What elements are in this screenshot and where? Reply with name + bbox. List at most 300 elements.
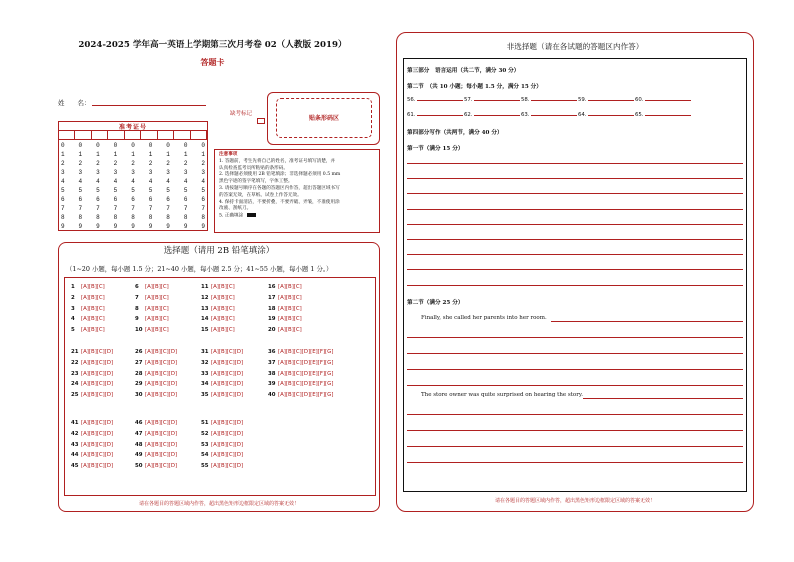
id-digit-bubble[interactable]: 6 <box>148 196 153 203</box>
id-digit-bubble[interactable]: 1 <box>183 151 188 158</box>
id-digit-bubble[interactable]: 2 <box>78 160 83 167</box>
mc-question-number: 46 <box>135 420 143 426</box>
sentence-1-line[interactable] <box>551 321 743 322</box>
fill-blank-item[interactable]: 64. <box>578 112 634 118</box>
mc-question-number: 23 <box>71 370 79 377</box>
id-digit-bubble[interactable]: 6 <box>201 196 205 203</box>
id-digit-bubble[interactable]: 8 <box>61 214 65 221</box>
mc-answer-bubbles[interactable]: [A][B][C] <box>145 294 169 301</box>
mc-answer-bubbles[interactable]: [A][B][C][D] <box>211 441 244 448</box>
mc-question-row <box>201 306 235 312</box>
mc-question-row <box>201 316 235 322</box>
writing-line[interactable] <box>407 209 743 210</box>
id-write-cell[interactable] <box>92 131 108 139</box>
mc-answer-bubbles[interactable]: [A][B][C][D] <box>211 452 244 459</box>
fill-blank-item[interactable]: 65. <box>635 112 691 118</box>
mc-question-number: 35 <box>201 392 209 399</box>
id-digit-bubble[interactable]: 5 <box>183 187 188 194</box>
id-digit-bubble[interactable]: 2 <box>183 160 188 167</box>
mc-question-number: 41 <box>71 420 79 426</box>
mc-answer-bubbles[interactable]: [A][B][C] <box>211 294 235 301</box>
id-digit-bubble[interactable]: 1 <box>78 151 83 158</box>
correct-fill-label: 5. 正确填涂 <box>219 213 244 219</box>
part3-heading: 第三部分 语言运用（共二节，满分 30 分） <box>407 68 520 74</box>
writing-line[interactable] <box>407 369 743 370</box>
sentence-2-line[interactable] <box>583 398 743 399</box>
fill-blank-line[interactable] <box>474 100 520 101</box>
fill-blank-line[interactable] <box>531 115 577 116</box>
id-digit-bubble[interactable]: 3 <box>148 169 153 176</box>
fill-blank-item[interactable]: 58. <box>521 97 577 103</box>
mc-question-row <box>135 327 169 333</box>
mc-question-number: 39 <box>268 381 276 388</box>
id-digit-bubble[interactable]: 4 <box>96 178 100 185</box>
mc-answer-bubbles[interactable]: [A][B][C][D] <box>145 359 178 366</box>
non-choice-title: 非选择题（请在各试题的答题区内作答） <box>506 42 644 51</box>
continuation-sentence-1: Finally, she called her parents into her room. <box>421 315 547 321</box>
mc-question-number: 15 <box>201 327 209 334</box>
mc-question-row <box>135 420 177 426</box>
mc-question-number: 37 <box>268 359 276 366</box>
mc-answer-bubbles[interactable]: [A][B][C] <box>145 327 169 334</box>
id-digit-bubble[interactable]: 5 <box>96 187 100 194</box>
mc-question-row <box>201 431 243 437</box>
mc-answer-bubbles[interactable]: [A][B][C][D] <box>81 349 114 355</box>
mc-question-row <box>201 371 243 377</box>
id-digit-bubble[interactable]: 3 <box>113 169 118 176</box>
mc-question-row <box>201 295 235 301</box>
id-digit-bubble[interactable]: 1 <box>131 151 135 158</box>
mc-answer-bubbles[interactable]: [A][B][C][D] <box>81 430 114 437</box>
mc-answer-bubbles[interactable]: [A][B][C][D] <box>211 463 244 470</box>
writing-line[interactable] <box>407 239 743 240</box>
id-digit-bubble[interactable]: 1 <box>201 151 205 158</box>
id-digit-bubble[interactable]: 8 <box>201 214 205 221</box>
correct-fill-example <box>219 213 375 220</box>
mc-answer-bubbles[interactable]: [A][B][C] <box>278 305 302 312</box>
mc-question-number: 38 <box>268 370 276 377</box>
id-digit-bubble[interactable]: 9 <box>166 223 170 230</box>
mc-answer-bubbles[interactable]: [A][B][C][D][E][F][G] <box>278 370 334 377</box>
mc-question-number: 13 <box>201 305 209 312</box>
id-digit-bubble[interactable]: 4 <box>183 178 188 185</box>
mc-question-row <box>135 452 177 458</box>
mc-answer-bubbles[interactable]: [A][B][C] <box>211 327 235 334</box>
mc-answer-bubbles[interactable]: [A][B][C][D] <box>145 441 178 448</box>
mc-question-number: 31 <box>201 349 209 355</box>
mc-question-number: 14 <box>201 316 209 323</box>
writing-line[interactable] <box>407 446 743 447</box>
id-digit-bubble[interactable]: 9 <box>148 223 153 230</box>
mc-question-row <box>71 463 113 469</box>
mc-question-number: 27 <box>135 359 143 366</box>
id-digit-bubble[interactable]: 3 <box>183 169 188 176</box>
fill-blank-item[interactable]: 56. <box>407 97 463 103</box>
mc-answer-bubbles[interactable]: [A][B][C] <box>145 316 169 323</box>
id-digit-column <box>166 141 170 231</box>
mc-question-number: 51 <box>201 420 209 426</box>
id-digit-bubble[interactable]: 8 <box>96 214 100 221</box>
mc-answer-bubbles[interactable]: [A][B][C][D][E][F][G] <box>278 349 334 355</box>
id-digit-bubble[interactable]: 5 <box>131 187 135 194</box>
fill-blank-item[interactable]: 59. <box>578 97 634 103</box>
mc-answer-bubbles[interactable]: [A][B][C][D] <box>211 381 244 388</box>
student-id-cells <box>59 130 207 140</box>
mc-answer-bubbles[interactable]: [A][B][C][D] <box>145 452 178 459</box>
mc-answer-bubbles[interactable]: [A][B][C][D] <box>81 359 114 366</box>
mc-answer-bubbles[interactable]: [A][B][C] <box>278 316 302 323</box>
id-digit-bubble[interactable]: 7 <box>61 205 65 212</box>
mc-answer-bubbles[interactable]: [A][B][C][D][E][F][G] <box>278 359 334 366</box>
id-digit-bubble[interactable]: 0 <box>61 142 65 149</box>
mc-question-number: 30 <box>135 392 143 399</box>
mc-answer-bubbles[interactable]: [A][B][C][D][E][F][G] <box>278 381 334 388</box>
id-digit-bubble[interactable]: 7 <box>113 205 118 212</box>
id-digit-bubble[interactable]: 0 <box>148 142 153 149</box>
notice-line: 黑色字迹的签字笔填写，字体工整。 <box>219 179 293 185</box>
mc-question-row <box>268 284 302 290</box>
mc-answer-bubbles[interactable]: [A][B][C][D][E][F][G] <box>278 392 334 399</box>
mc-question-row <box>201 420 243 426</box>
mc-answer-bubbles[interactable]: [A][B][C][D] <box>211 349 244 355</box>
mc-answer-bubbles[interactable]: [A][B][C][D] <box>145 420 178 426</box>
mc-answer-bubbles[interactable]: [A][B][C] <box>145 284 169 290</box>
writing-line[interactable] <box>407 269 743 270</box>
mc-answer-bubbles[interactable]: [A][B][C][D] <box>145 349 178 355</box>
mc-answer-bubbles[interactable]: [A][B][C] <box>81 294 105 301</box>
id-digit-bubble[interactable]: 8 <box>183 214 188 221</box>
mc-answer-bubbles[interactable]: [A][B][C] <box>145 305 169 312</box>
id-digit-bubble[interactable]: 2 <box>131 160 135 167</box>
fill-blank-line[interactable] <box>645 100 691 101</box>
id-digit-bubble[interactable]: 1 <box>148 151 153 158</box>
id-write-cell[interactable] <box>75 131 91 139</box>
id-digit-bubble[interactable]: 3 <box>166 169 170 176</box>
mc-answer-bubbles[interactable]: [A][B][C][D] <box>211 370 244 377</box>
mc-answer-bubbles[interactable]: [A][B][C][D] <box>145 430 178 437</box>
section2-heading: 第二节 （共 10 小题；每小题 1.5 分，满分 15 分） <box>407 84 542 90</box>
mc-question-row <box>71 360 113 366</box>
id-digit-column <box>131 141 135 231</box>
mc-question-number: 34 <box>201 381 209 388</box>
id-digit-bubble[interactable]: 5 <box>201 187 205 194</box>
id-digit-bubble[interactable]: 0 <box>183 142 188 149</box>
id-digit-column <box>149 141 153 231</box>
mc-question-number: 20 <box>268 327 276 334</box>
mc-question-number: 6 <box>135 284 139 290</box>
mc-question-row <box>71 452 113 458</box>
mc-question-number: 32 <box>201 359 209 366</box>
mc-question-row <box>135 442 177 448</box>
id-write-cell[interactable] <box>108 131 124 139</box>
mc-answer-bubbles[interactable]: [A][B][C][D] <box>81 463 114 470</box>
fill-blank-item[interactable]: 62. <box>464 112 520 118</box>
id-digit-bubble[interactable]: 5 <box>78 187 83 194</box>
writing-line[interactable] <box>407 178 743 179</box>
name-label: 姓 名： <box>58 99 91 107</box>
fill-blank-line[interactable] <box>588 100 634 101</box>
mc-question-row <box>135 381 177 387</box>
notice-line: 认真检查监考员所粘贴的条形码。 <box>219 165 288 171</box>
id-digit-bubble[interactable]: 5 <box>61 187 65 194</box>
mc-answer-bubbles[interactable]: [A][B][C] <box>81 284 105 290</box>
multiple-choice-title: 选择题（请用 2B 铅笔填涂） <box>163 246 275 256</box>
id-digit-bubble[interactable]: 7 <box>78 205 83 212</box>
id-digit-bubble[interactable]: 7 <box>166 205 170 212</box>
mc-question-number: 7 <box>135 294 139 301</box>
mc-answer-bubbles[interactable]: [A][B][C][D] <box>81 420 114 426</box>
mc-question-row <box>268 349 333 355</box>
mc-answer-bubbles[interactable]: [A][B][C] <box>211 316 235 323</box>
id-digit-bubble[interactable]: 7 <box>96 205 100 212</box>
filled-bubble-example <box>247 213 256 217</box>
writing-line[interactable] <box>407 254 743 255</box>
multiple-choice-scoring-note: （1~20 小题，每小题 1.5 分；21~40 小题，每小题 2.5 分；41~55 小题，每小题 1 分。） <box>66 265 333 273</box>
fill-blank-item[interactable]: 61. <box>407 112 463 118</box>
id-digit-bubble[interactable]: 6 <box>78 196 83 203</box>
id-digit-bubble[interactable]: 4 <box>61 178 65 185</box>
id-digit-bubble[interactable]: 0 <box>166 142 170 149</box>
mc-question-number: 18 <box>268 305 276 312</box>
writing-line[interactable] <box>407 430 743 431</box>
id-digit-bubble[interactable]: 4 <box>131 178 135 185</box>
id-digit-bubble[interactable]: 9 <box>78 223 83 230</box>
mc-question-number: 29 <box>135 381 143 388</box>
notice-line: 1. 答题前，考生先将自己的姓名，准考证号填写清楚，并 <box>219 158 336 164</box>
id-write-cell[interactable] <box>191 131 207 139</box>
writing-line[interactable] <box>407 337 743 338</box>
mc-answer-bubbles[interactable]: [A][B][C] <box>278 284 302 290</box>
mc-answer-bubbles[interactable]: [A][B][C][D] <box>211 359 244 366</box>
id-digit-bubble[interactable]: 5 <box>113 187 118 194</box>
id-digit-bubble[interactable]: 1 <box>166 151 170 158</box>
mc-question-row <box>201 381 243 387</box>
mc-question-row <box>201 349 243 355</box>
id-digit-bubble[interactable]: 8 <box>78 214 83 221</box>
id-digit-bubble[interactable]: 4 <box>166 178 170 185</box>
id-digit-bubble[interactable]: 4 <box>78 178 83 185</box>
mc-question-number: 55 <box>201 463 209 470</box>
mc-answer-bubbles[interactable]: [A][B][C] <box>81 316 105 323</box>
id-digit-bubble[interactable]: 9 <box>201 223 205 230</box>
id-digit-bubble[interactable]: 8 <box>113 214 118 221</box>
mc-answer-bubbles[interactable]: [A][B][C][D] <box>145 370 178 377</box>
id-digit-bubble[interactable]: 7 <box>148 205 153 212</box>
id-digit-bubble[interactable]: 1 <box>96 151 100 158</box>
id-digit-bubble[interactable]: 9 <box>183 223 188 230</box>
id-digit-bubble[interactable]: 3 <box>61 169 65 176</box>
mc-answer-bubbles[interactable]: [A][B][C] <box>81 305 105 312</box>
mc-question-number: 22 <box>71 359 79 366</box>
id-digit-bubble[interactable]: 2 <box>166 160 170 167</box>
mc-question-number: 33 <box>201 370 209 377</box>
non-choice-answer-area <box>403 58 747 492</box>
id-digit-bubble[interactable]: 7 <box>131 205 135 212</box>
id-digit-bubble[interactable]: 6 <box>113 196 118 203</box>
id-digit-bubble[interactable]: 7 <box>183 205 188 212</box>
mc-question-row <box>268 381 333 387</box>
mc-question-number: 43 <box>71 441 79 448</box>
mc-question-row <box>135 392 177 398</box>
name-field[interactable] <box>92 105 206 106</box>
mc-question-number: 9 <box>135 316 139 323</box>
id-digit-bubble[interactable]: 2 <box>96 160 100 167</box>
mc-question-row <box>135 371 177 377</box>
fill-blank-line[interactable] <box>588 115 634 116</box>
writing-line[interactable] <box>407 414 743 415</box>
fill-blank-line[interactable] <box>645 115 691 116</box>
notice-line: 3. 请按题号顺序在各题的答题区内作答，超出答题区域书写 <box>219 185 340 191</box>
mc-question-row <box>268 327 302 333</box>
mc-answer-bubbles[interactable]: [A][B][C] <box>211 284 235 290</box>
mc-answer-bubbles[interactable]: [A][B][C][D] <box>211 430 244 437</box>
id-digit-bubble[interactable]: 3 <box>131 169 135 176</box>
mc-answer-bubbles[interactable]: [A][B][C][D] <box>211 420 244 426</box>
writing-line[interactable] <box>407 462 743 463</box>
id-digit-bubble[interactable]: 6 <box>183 196 188 203</box>
mc-question-row <box>201 284 235 290</box>
writing-line[interactable] <box>407 285 743 286</box>
barcode-label: 贴条形码区 <box>276 98 372 138</box>
mc-question-row <box>201 392 243 398</box>
id-digit-bubble[interactable]: 4 <box>113 178 118 185</box>
id-write-cell[interactable] <box>141 131 157 139</box>
id-digit-column <box>201 141 205 231</box>
notice-lines <box>219 159 375 213</box>
id-digit-bubble[interactable]: 8 <box>148 214 153 221</box>
mc-answer-bubbles[interactable]: [A][B][C][D] <box>81 381 114 388</box>
id-digit-bubble[interactable]: 8 <box>131 214 135 221</box>
id-digit-bubble[interactable]: 2 <box>148 160 153 167</box>
mc-question-row <box>201 463 243 469</box>
id-digit-bubble[interactable]: 9 <box>131 223 135 230</box>
mc-question-row <box>71 381 113 387</box>
id-digit-bubble[interactable]: 5 <box>166 187 170 194</box>
id-write-cell[interactable] <box>158 131 174 139</box>
mc-question-row <box>71 420 113 426</box>
mc-answer-bubbles[interactable]: [A][B][C][D] <box>81 441 114 448</box>
id-digit-bubble[interactable]: 6 <box>61 196 65 203</box>
id-digit-bubble[interactable]: 1 <box>113 151 118 158</box>
mc-answer-bubbles[interactable]: [A][B][C][D] <box>211 392 244 399</box>
writing-line[interactable] <box>407 224 743 225</box>
mc-answer-bubbles[interactable]: [A][B][C][D] <box>145 392 178 399</box>
writing-section1-heading: 第一节（满分 15 分） <box>407 146 464 152</box>
id-digit-bubble[interactable]: 2 <box>201 160 205 167</box>
id-digit-bubble[interactable]: 0 <box>131 142 135 149</box>
mc-question-number: 36 <box>268 349 276 355</box>
fill-blank-item[interactable]: 57. <box>464 97 520 103</box>
mc-answer-bubbles[interactable]: [A][B][C][D] <box>81 452 114 459</box>
fill-blank-line[interactable] <box>417 100 463 101</box>
mc-answer-bubbles[interactable]: [A][B][C] <box>278 294 302 301</box>
id-digit-bubble[interactable]: 4 <box>148 178 153 185</box>
fill-blank-item[interactable]: 63. <box>521 112 577 118</box>
writing-section2-heading: 第二节（满分 25 分） <box>407 300 464 306</box>
mc-question-row <box>268 316 302 322</box>
mc-answer-bubbles[interactable]: [A][B][C] <box>81 327 105 334</box>
student-id-title: 准考证号 <box>118 124 147 131</box>
writing-line[interactable] <box>407 193 743 194</box>
writing-line[interactable] <box>407 353 743 354</box>
id-digit-bubble[interactable]: 6 <box>166 196 170 203</box>
mc-question-row <box>135 316 169 322</box>
mc-question-number: 52 <box>201 430 209 437</box>
mc-question-row <box>135 431 177 437</box>
fill-blank-line[interactable] <box>531 100 577 101</box>
id-digit-bubble[interactable]: 4 <box>201 178 205 185</box>
student-id-grid <box>58 121 208 231</box>
mc-question-number: 12 <box>201 294 209 301</box>
mc-question-row <box>268 360 333 366</box>
mc-question-number: 25 <box>71 392 79 399</box>
mc-question-number: 4 <box>71 316 75 323</box>
id-digit-bubble[interactable]: 0 <box>201 142 205 149</box>
id-digit-column <box>61 141 65 231</box>
writing-line[interactable] <box>407 163 743 164</box>
mc-question-row <box>71 327 105 333</box>
part4-heading: 第四部分写作（共两节，满分 40 分） <box>407 130 503 136</box>
mc-answer-bubbles[interactable]: [A][B][C][D] <box>81 370 114 377</box>
id-digit-column <box>96 141 100 231</box>
id-digit-bubble[interactable]: 6 <box>131 196 135 203</box>
id-digit-bubble[interactable]: 9 <box>113 223 118 230</box>
mc-answer-bubbles[interactable]: [A][B][C][D] <box>81 392 114 399</box>
id-digit-bubble[interactable]: 0 <box>78 142 83 149</box>
id-digit-bubble[interactable]: 3 <box>201 169 205 176</box>
fill-blank-line[interactable] <box>474 115 520 116</box>
id-digit-bubble[interactable]: 2 <box>113 160 118 167</box>
notice-line: 4. 保持卡面清洁，不要折叠，不要弄破、弄皱，不准使用涂 <box>219 199 340 205</box>
id-write-cell[interactable] <box>125 131 141 139</box>
mc-question-number: 49 <box>135 452 143 459</box>
mc-question-row <box>268 295 302 301</box>
mc-question-row <box>135 284 169 290</box>
non-choice-footer: 请在各题目的答题区域内作答，超出黑色矩形边框限定区域的答案无效！ <box>494 498 655 504</box>
mc-answer-bubbles[interactable]: [A][B][C][D] <box>145 381 178 388</box>
exam-title: 2024-2025 学年高一英语上学期第三次月考卷 02（人教版 2019） <box>78 40 347 50</box>
id-digit-bubble[interactable]: 7 <box>201 205 205 212</box>
fill-blank-line[interactable] <box>417 115 463 116</box>
id-digit-bubble[interactable]: 2 <box>61 160 65 167</box>
mc-question-number: 17 <box>268 294 276 301</box>
writing-line[interactable] <box>407 385 743 386</box>
id-digit-bubble[interactable]: 5 <box>148 187 153 194</box>
fill-blank-item[interactable]: 60. <box>635 97 691 103</box>
id-digit-bubble[interactable]: 6 <box>96 196 100 203</box>
mc-question-number: 19 <box>268 316 276 323</box>
id-write-cell[interactable] <box>59 131 75 139</box>
id-write-cell[interactable] <box>174 131 190 139</box>
id-digit-bubble[interactable]: 9 <box>61 223 65 230</box>
notice-line: 改液、刮纸刀。 <box>219 206 252 212</box>
notice-line: 2. 选择题必须使用 2B 铅笔填涂；非选择题必须用 0.5 mm <box>219 172 341 178</box>
id-digit-bubble[interactable]: 1 <box>61 151 65 158</box>
mc-answer-bubbles[interactable]: [A][B][C] <box>278 327 302 334</box>
mc-answer-bubbles[interactable]: [A][B][C][D] <box>145 463 178 470</box>
mc-answer-bubbles[interactable]: [A][B][C] <box>211 305 235 312</box>
id-digit-bubble[interactable]: 8 <box>166 214 170 221</box>
id-digit-bubble[interactable]: 3 <box>96 169 100 176</box>
id-digit-bubble[interactable]: 9 <box>96 223 100 230</box>
absent-mark-box[interactable] <box>257 118 265 124</box>
mc-question-row <box>268 371 333 377</box>
id-digit-bubble[interactable]: 3 <box>78 169 83 176</box>
id-digit-bubble[interactable]: 0 <box>96 142 100 149</box>
mc-question-row <box>71 284 105 290</box>
mc-question-row <box>135 349 177 355</box>
id-digit-bubble[interactable]: 0 <box>113 142 118 149</box>
